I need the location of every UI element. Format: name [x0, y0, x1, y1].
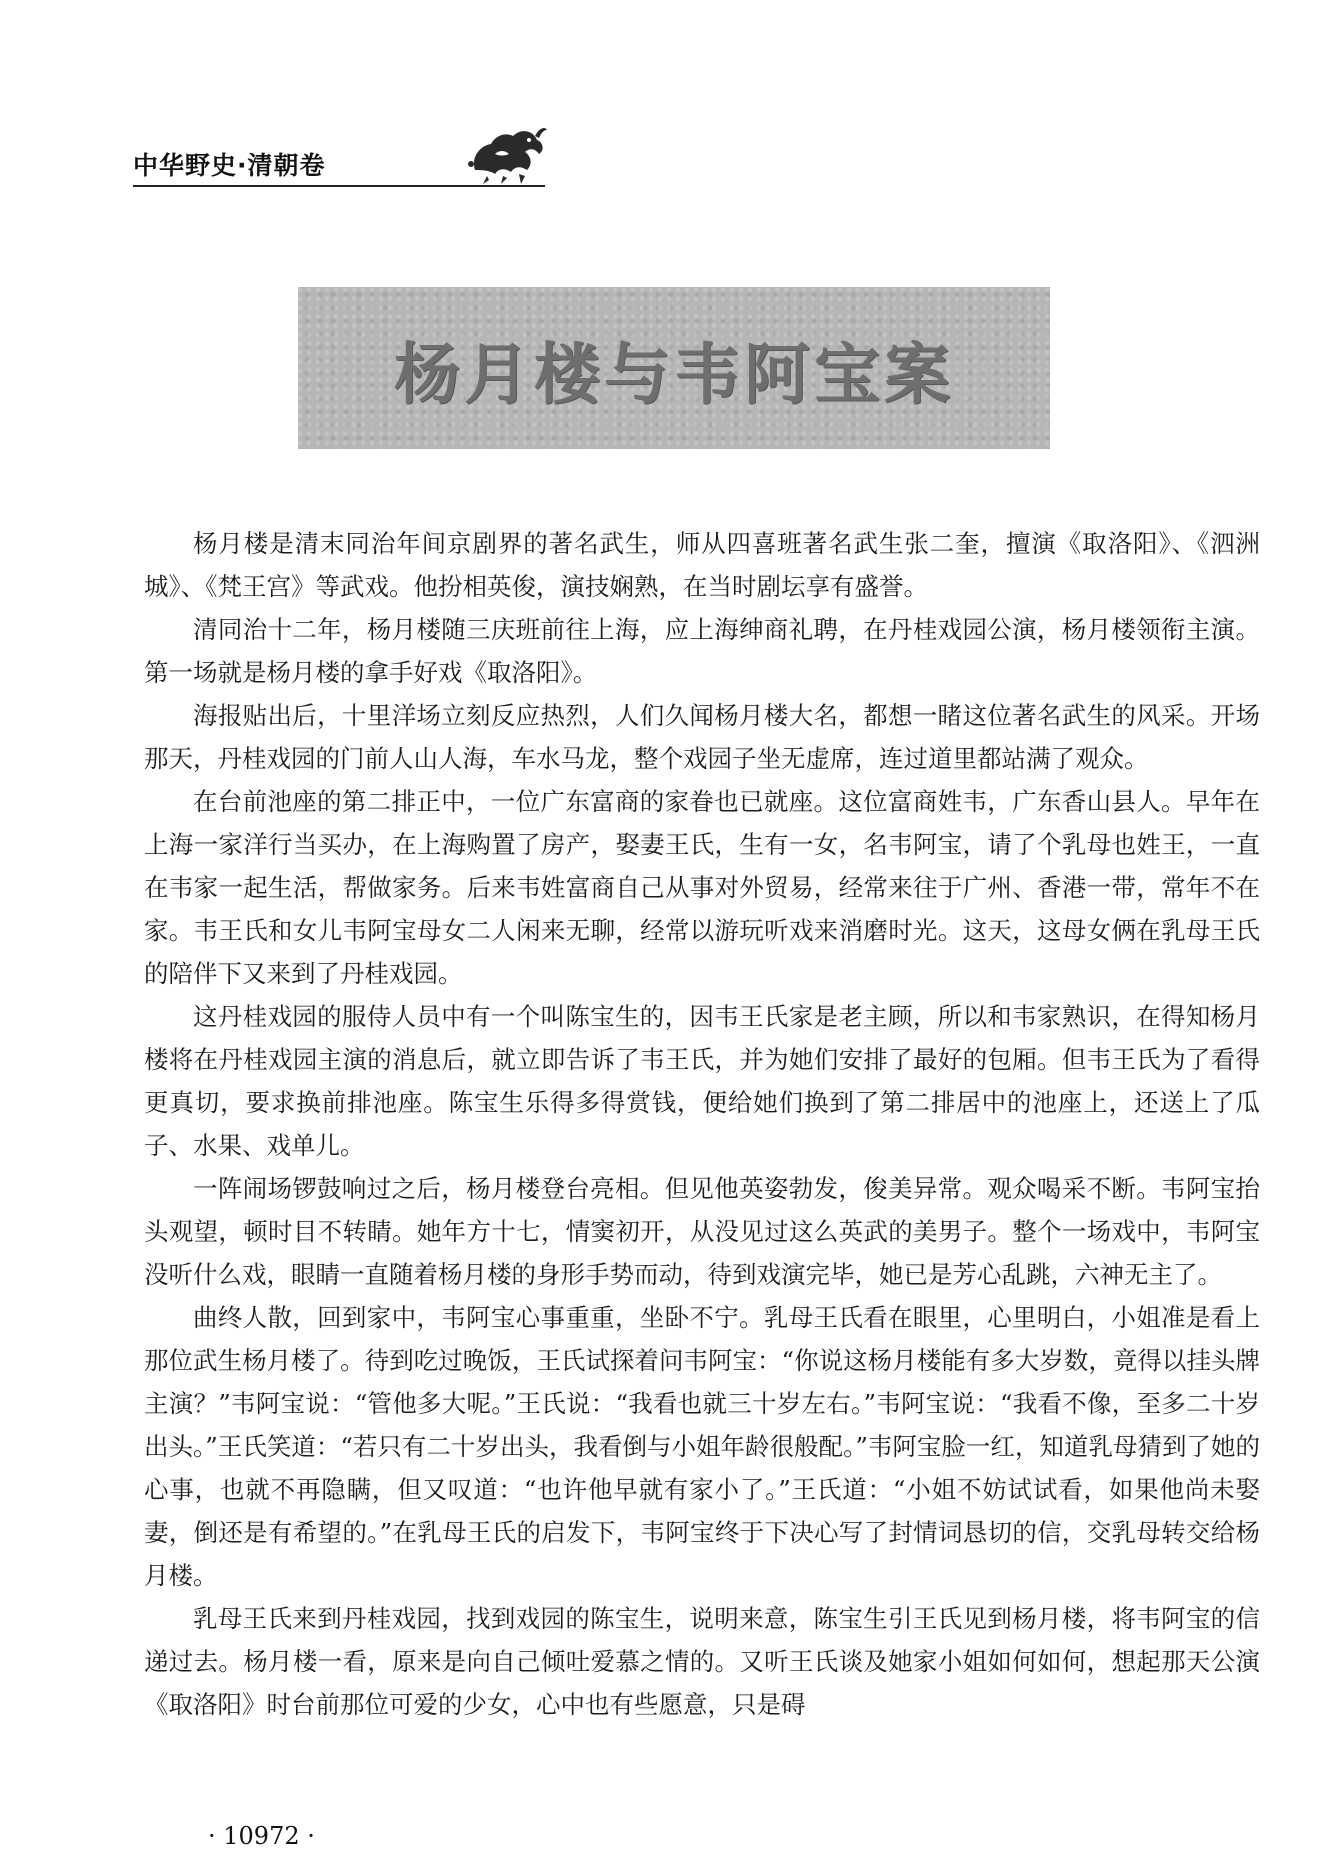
paragraph: 这丹桂戏园的服侍人员中有一个叫陈宝生的，因韦王氏家是老主顾，所以和韦家熟识，在得知杨月楼将在丹桂戏园主演的消息后，就立即告诉了韦王氏，并为她们安排了最好的包厢。但韦王氏为了看得更真切，要求换前排池座。陈宝生乐得多得赏钱，便给她们换到了第二排居中的池座上，还送上了瓜子、水果、戏单儿。 [144, 1002, 1260, 1160]
paragraph: 清同治十二年，杨月楼随三庆班前往上海，应上海绅商礼聘，在丹桂戏园公演，杨月楼领衔主演。第一场就是杨月楼的拿手好戏《取洛阳》。 [144, 615, 1260, 687]
article-title: 杨月楼与韦阿宝案 [394, 334, 954, 413]
article-title-banner [298, 287, 1050, 449]
paragraph: 一阵闹场锣鼓响过之后，杨月楼登台亮相。但见他英姿勃发，俊美异常。观众喝采不断。韦阿宝抬头观望，顿时目不转睛。她年方十七，情窦初开，从没见过这么英武的美男子。整个一场戏中，韦阿宝没听什么戏，眼睛一直随着杨月楼的身形手势而动，待到戏演完毕，她已是芳心乱跳，六神无主了。 [144, 1174, 1260, 1289]
paragraph: 在台前池座的第二排正中，一位广东富商的家眷也已就座。这位富商姓韦，广东香山县人。早年在上海一家洋行当买办，在上海购置了房产，娶妻王氏，生有一女，名韦阿宝，请了个乳母也姓王，一直在韦家一起生活，帮做家务。后来韦姓富商自己从事对外贸易，经常来往于广州、香港一带，常年不在家。韦王氏和女儿韦阿宝母女二人闲来无聊，经常以游玩听戏来消磨时光。这天，这母女俩在乳母王氏的陪伴下又来到了丹桂戏园。 [144, 787, 1260, 988]
paragraph: 海报贴出后，十里洋场立刻反应热烈，人们久闻杨月楼大名，都想一睹这位著名武生的风采。开场那天，丹桂戏园的门前人山人海，车水马龙，整个戏园子坐无虚席，连过道里都站满了观众。 [144, 701, 1260, 773]
running-title: 中华野史·清朝卷 [133, 151, 326, 180]
page-number: · 10972 · [208, 1822, 315, 1850]
article-body [144, 522, 1260, 1726]
paragraph: 曲终人散，回到家中，韦阿宝心事重重，坐卧不宁。乳母王氏看在眼里，心里明白，小姐准是看上那位武生杨月楼了。待到吃过晚饭，王氏试探着问韦阿宝：“你说这杨月楼能有多大岁数，竟得以挂头牌主演？”韦阿宝说：“管他多大呢。”王氏说：“我看也就三十岁左右。”韦阿宝说：“我看不像，至多二十岁出头。”王氏笑道：“若只有二十岁出头，我看倒与小姐年龄很般配。”韦阿宝脸一红，知道乳母猜到了她的心事，也就不再隐瞒，但又叹道：“也许他早就有家小了。”王氏道：“小姐不妨试试看，如果他尚未娶妻，倒还是有希望的。”在乳母王氏的启发下，韦阿宝终于下决心写了封情词恳切的信，交乳母转交给杨月楼。 [144, 1303, 1260, 1590]
paragraph: 乳母王氏来到丹桂戏园，找到戏园的陈宝生，说明来意，陈宝生引王氏见到杨月楼，将韦阿宝的信递过去。杨月楼一看，原来是向自己倾吐爱慕之情的。又听王氏谈及她家小姐如何如何，想起那天公演《取洛阳》时台前那位可爱的少女，心中也有些愿意，只是碍 [144, 1604, 1260, 1719]
dragon-emblem-icon [465, 118, 549, 186]
paragraph: 杨月楼是清末同治年间京剧界的著名武生，师从四喜班著名武生张二奎，擅演《取洛阳》、《泗洲城》、《梵王宫》等武戏。他扮相英俊，演技娴熟，在当时剧坛享有盛誉。 [144, 529, 1260, 601]
header-rule [133, 185, 545, 187]
